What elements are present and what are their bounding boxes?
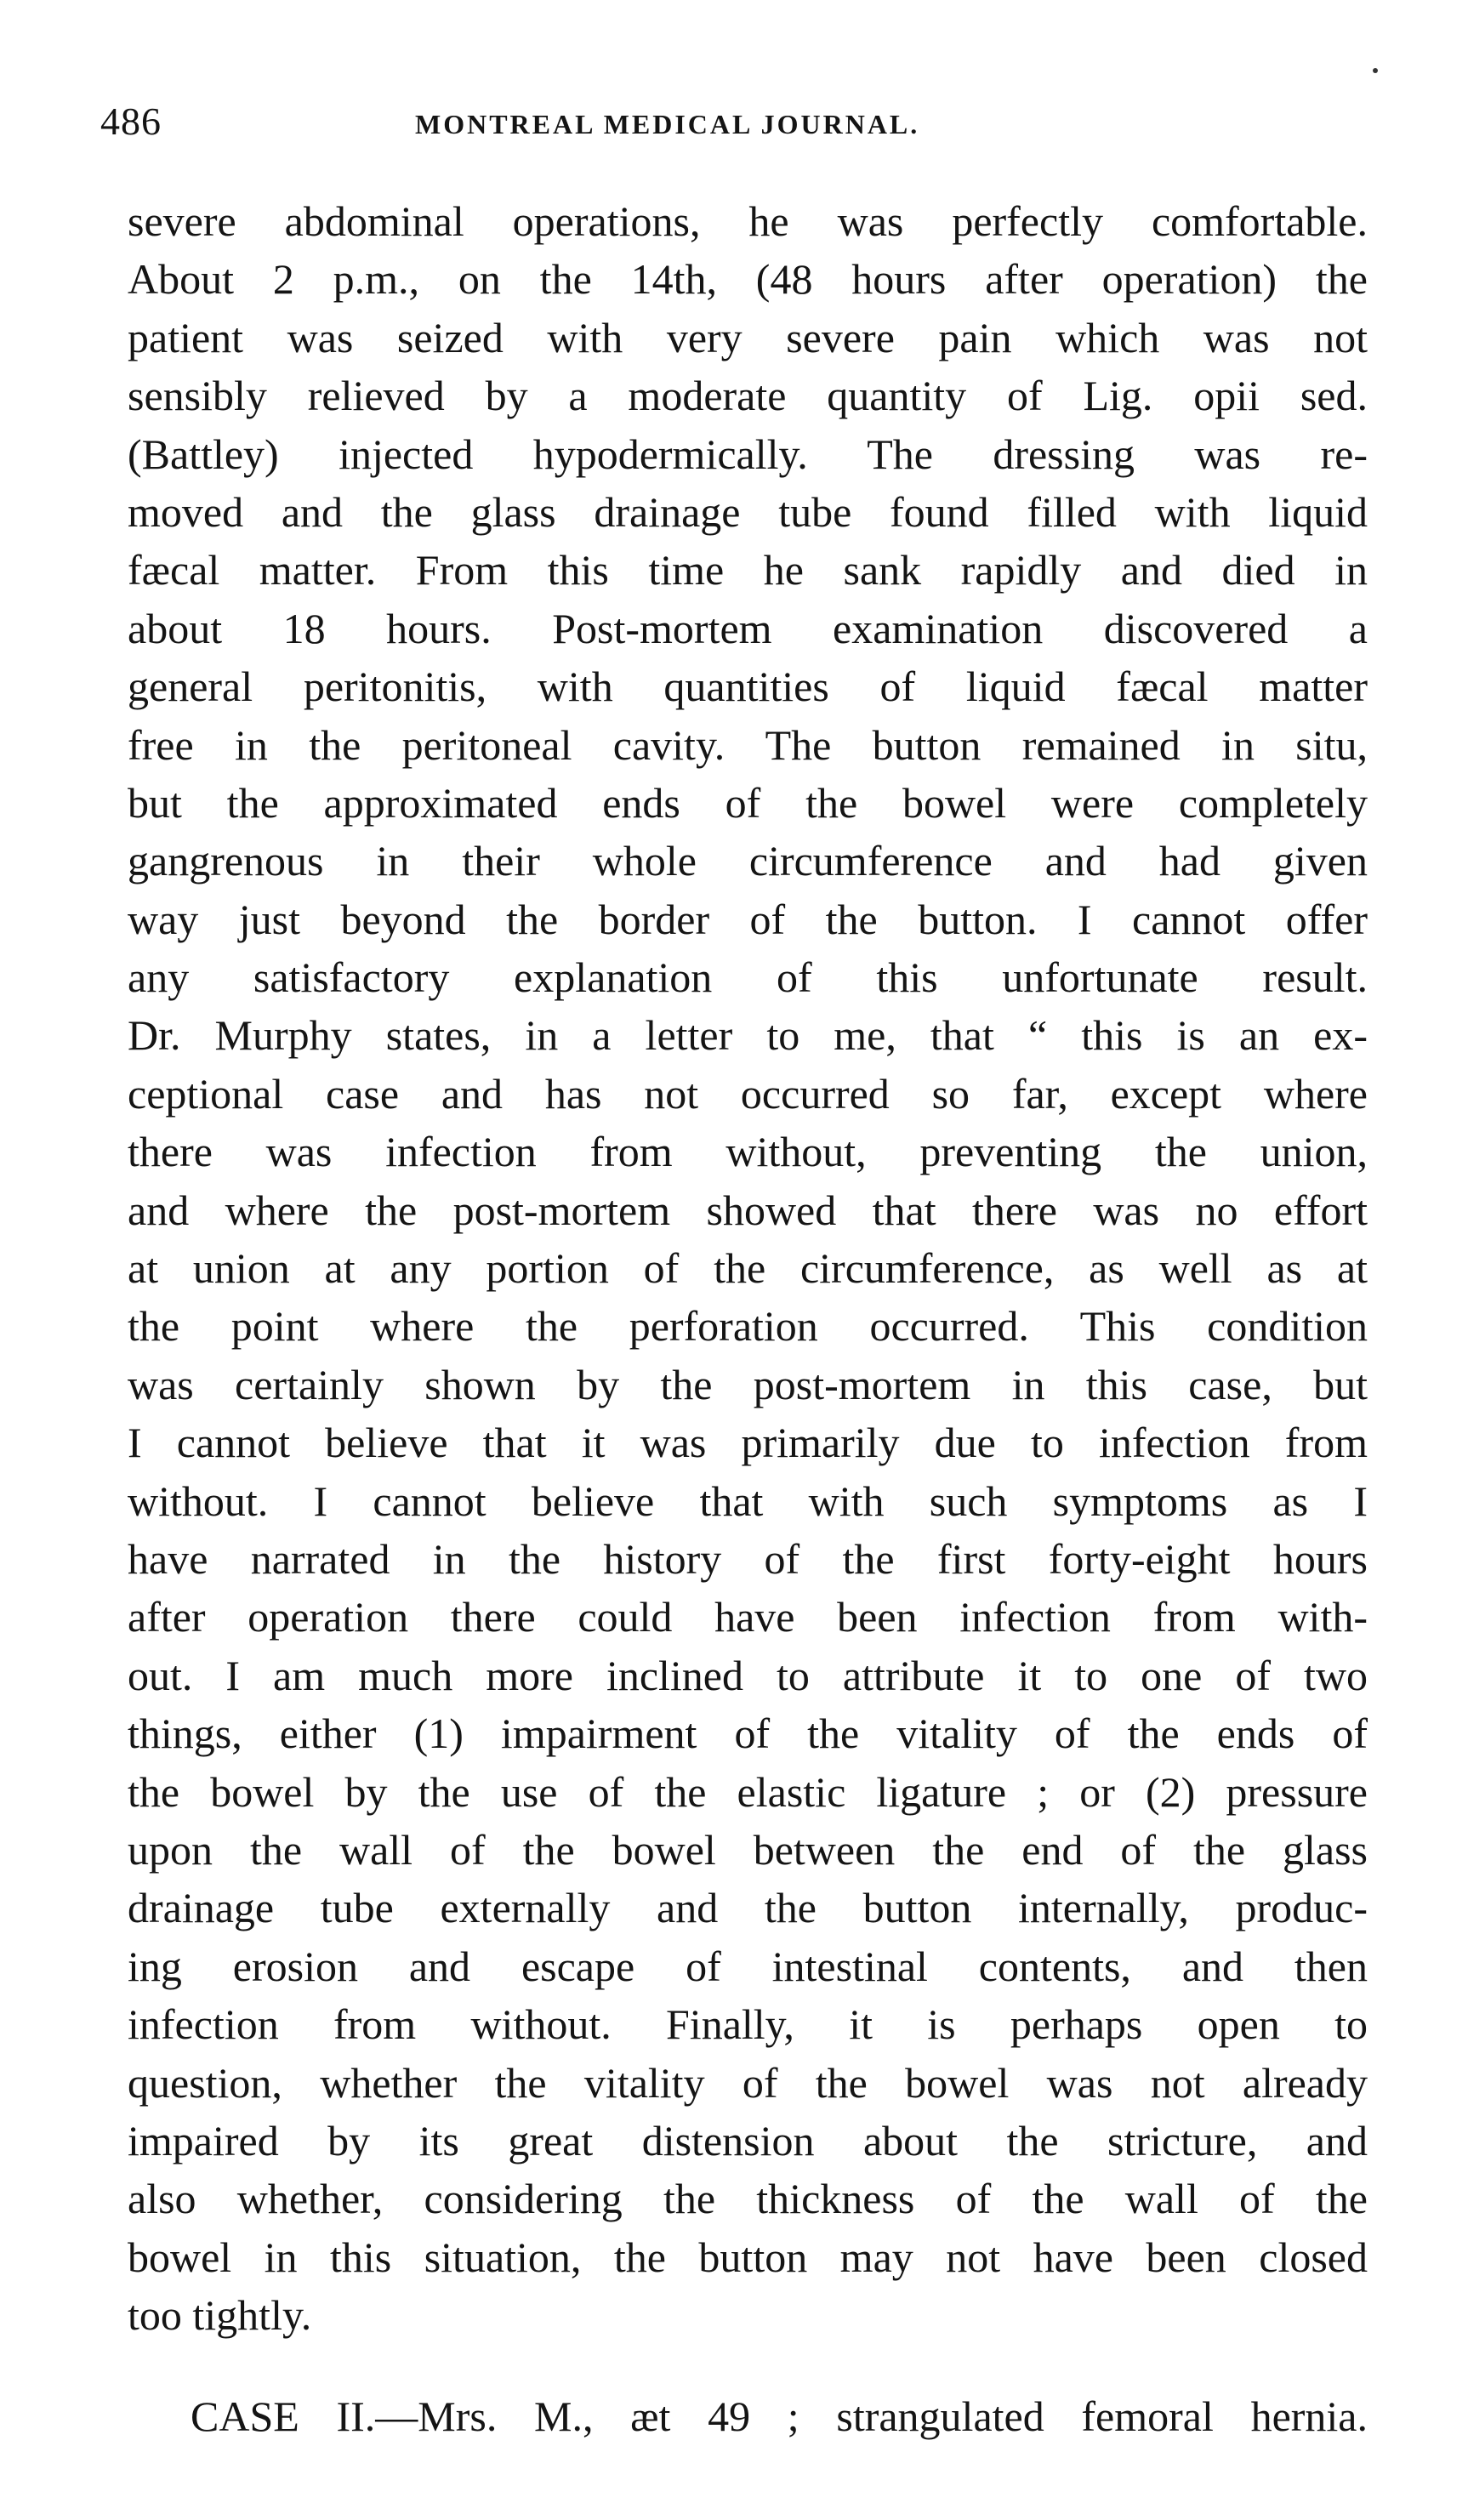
page-header — [100, 99, 1376, 167]
text-line: drainage tube externally and the button internally, produc- — [128, 1884, 1368, 1932]
text-line: bowel in this situation, the button may not have been closed — [128, 2233, 1368, 2281]
body-text — [128, 192, 1368, 2344]
text-line: but the approximated ends of the bowel were completely — [128, 778, 1368, 827]
case-heading: CASE II.—Mrs. M., æt 49 ; strangulated femoral hernia. — [191, 2392, 1368, 2440]
text-line: any satisfactory explanation of this unfortunate result. — [128, 953, 1368, 1002]
text-line: way just beyond the border of the button. I cannot offer — [128, 895, 1368, 943]
text-line: sensibly relieved by a moderate quantity of Lig. opii sed. — [128, 372, 1368, 420]
text-line: About 2 p.m., on the 14th, (48 hours after operation) the — [128, 255, 1368, 304]
text-line: the point where the perforation occurred. This condition — [128, 1302, 1368, 1351]
text-line: I cannot believe that it was primarily due to infection from — [128, 1419, 1368, 1467]
running-head: MONTREAL MEDICAL JOURNAL. — [415, 109, 920, 139]
page-number: 486 — [100, 100, 162, 143]
text-line: patient was seized with very severe pain which was not — [128, 313, 1368, 361]
text-line: Dr. Murphy states, in a letter to me, that “ this is an ex- — [128, 1011, 1368, 1060]
text-line: (Battley) injected hypodermically. The dressing was re- — [128, 429, 1368, 478]
text-line: moved and the glass drainage tube found filled with liquid — [128, 487, 1368, 536]
scan-speck — [1373, 68, 1378, 73]
text-line: upon the wall of the bowel between the end of the glass — [128, 1825, 1368, 1874]
text-line: also whether, considering the thickness of the wall of the — [128, 2175, 1368, 2223]
text-line: at union at any portion of the circumference, as well as at — [128, 1244, 1368, 1293]
text-line: and where the post-mortem showed that there was no effort — [128, 1186, 1368, 1234]
text-line: infection from without. Finally, it is perhaps open to — [128, 2000, 1368, 2049]
text-line: things, either (1) impairment of the vitality of the ends of — [128, 1709, 1368, 1758]
text-line: was certainly shown by the post-mortem in this case, but — [128, 1360, 1368, 1408]
text-line: impaired by its great distension about the stricture, and — [128, 2116, 1368, 2164]
text-line: gangrenous in their whole circumference and had given — [128, 837, 1368, 885]
text-line: ceptional case and has not occurred so far, except where — [128, 1069, 1368, 1118]
text-line: free in the peritoneal cavity. The button remained in situ, — [128, 720, 1368, 769]
text-line: there was infection from without, preventing the union, — [128, 1128, 1368, 1176]
text-line: ing erosion and escape of intestinal contents, and then — [128, 1942, 1368, 1990]
text-line: question, whether the vitality of the bowel was not already — [128, 2058, 1368, 2107]
text-line: too tightly. — [128, 2291, 312, 2340]
text-line: out. I am much more inclined to attribute it to one of two — [128, 1651, 1368, 1699]
text-line: have narrated in the history of the first forty-eight hours — [128, 1534, 1368, 1583]
text-line: after operation there could have been infection from with- — [128, 1593, 1368, 1641]
text-line: severe abdominal operations, he was perfectly comfortable. — [128, 197, 1368, 245]
text-line: without. I cannot believe that with such symptoms as I — [128, 1476, 1368, 1525]
text-line: the bowel by the use of the elastic ligature ; or (2) pressure — [128, 1767, 1368, 1816]
text-line: general peritonitis, with quantities of liquid fæcal matter — [128, 663, 1368, 711]
text-line: about 18 hours. Post-mortem examination discovered a — [128, 604, 1368, 652]
text-line: fæcal matter. From this time he sank rapidly and died in — [128, 546, 1368, 594]
